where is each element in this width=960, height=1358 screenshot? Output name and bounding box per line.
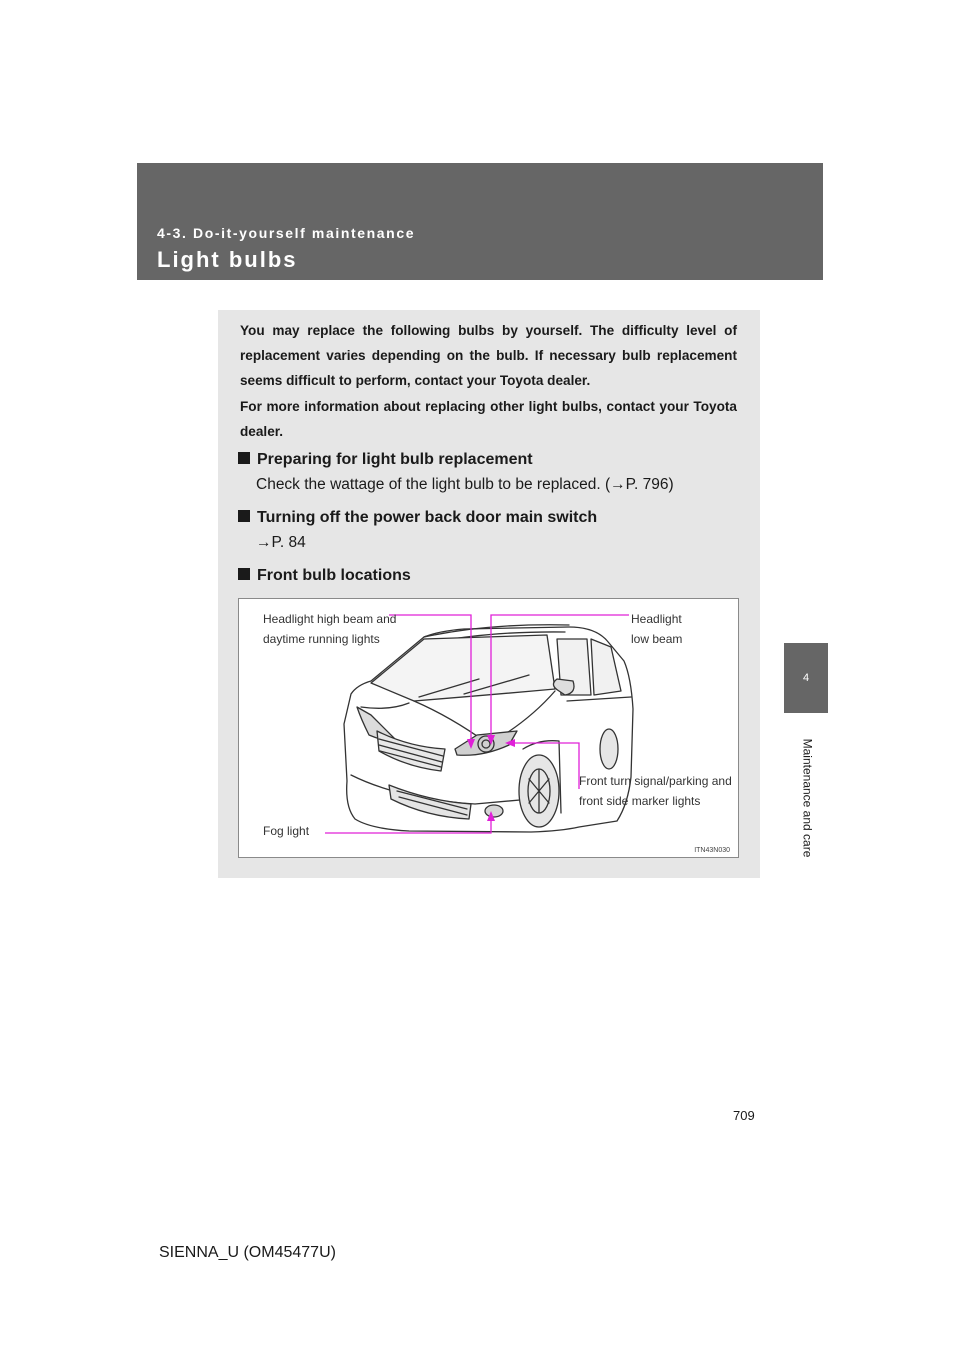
bullet-square-icon (238, 568, 250, 580)
section-heading-front-bulbs: Front bulb locations (238, 567, 411, 585)
chapter-number: 4 (802, 672, 810, 684)
chapter-name: Maintenance and care (800, 738, 814, 858)
section-heading-preparing: Preparing for light bulb replacement (238, 451, 533, 469)
chapter-tab (784, 643, 828, 713)
label-high-beam: Headlight high beam and daytime running lights (263, 612, 397, 646)
label-low-beam: Headlight low beam (631, 612, 683, 646)
content-box (218, 310, 760, 878)
front-bulb-figure (238, 598, 739, 858)
bullet-square-icon (238, 510, 250, 522)
page-title: Light bulbs (157, 247, 298, 272)
figure-code: ITN43N030 (694, 847, 730, 854)
page-number: 709 (733, 1108, 755, 1123)
intro-paragraph: You may replace the following bulbs by yourself. The difficulty level of replacement varies depending on the bulb. If necessary bulb replacement seems difficult to perform, contact your Toyota dealer. (240, 323, 737, 388)
intro-paragraph-2: For more information about replacing other light bulbs, contact your Toyota dealer. (240, 399, 737, 439)
label-fog-light: Fog light (263, 824, 310, 838)
section-body-power-door: →P. 84 (256, 534, 306, 551)
section-label: 4-3. Do-it-yourself maintenance (157, 225, 416, 241)
section-body-preparing: Check the wattage of the light bulb to be replaced. (→P. 796) (256, 476, 674, 493)
label-turn-signal: Front turn signal/parking and front side marker lights (579, 774, 732, 808)
document-code: SIENNA_U (OM45477U) (159, 1244, 336, 1261)
chapter-side-label (747, 728, 867, 868)
chapter-header (137, 163, 823, 280)
bullet-square-icon (238, 452, 250, 464)
section-heading-power-door: Turning off the power back door main switch (238, 509, 597, 527)
